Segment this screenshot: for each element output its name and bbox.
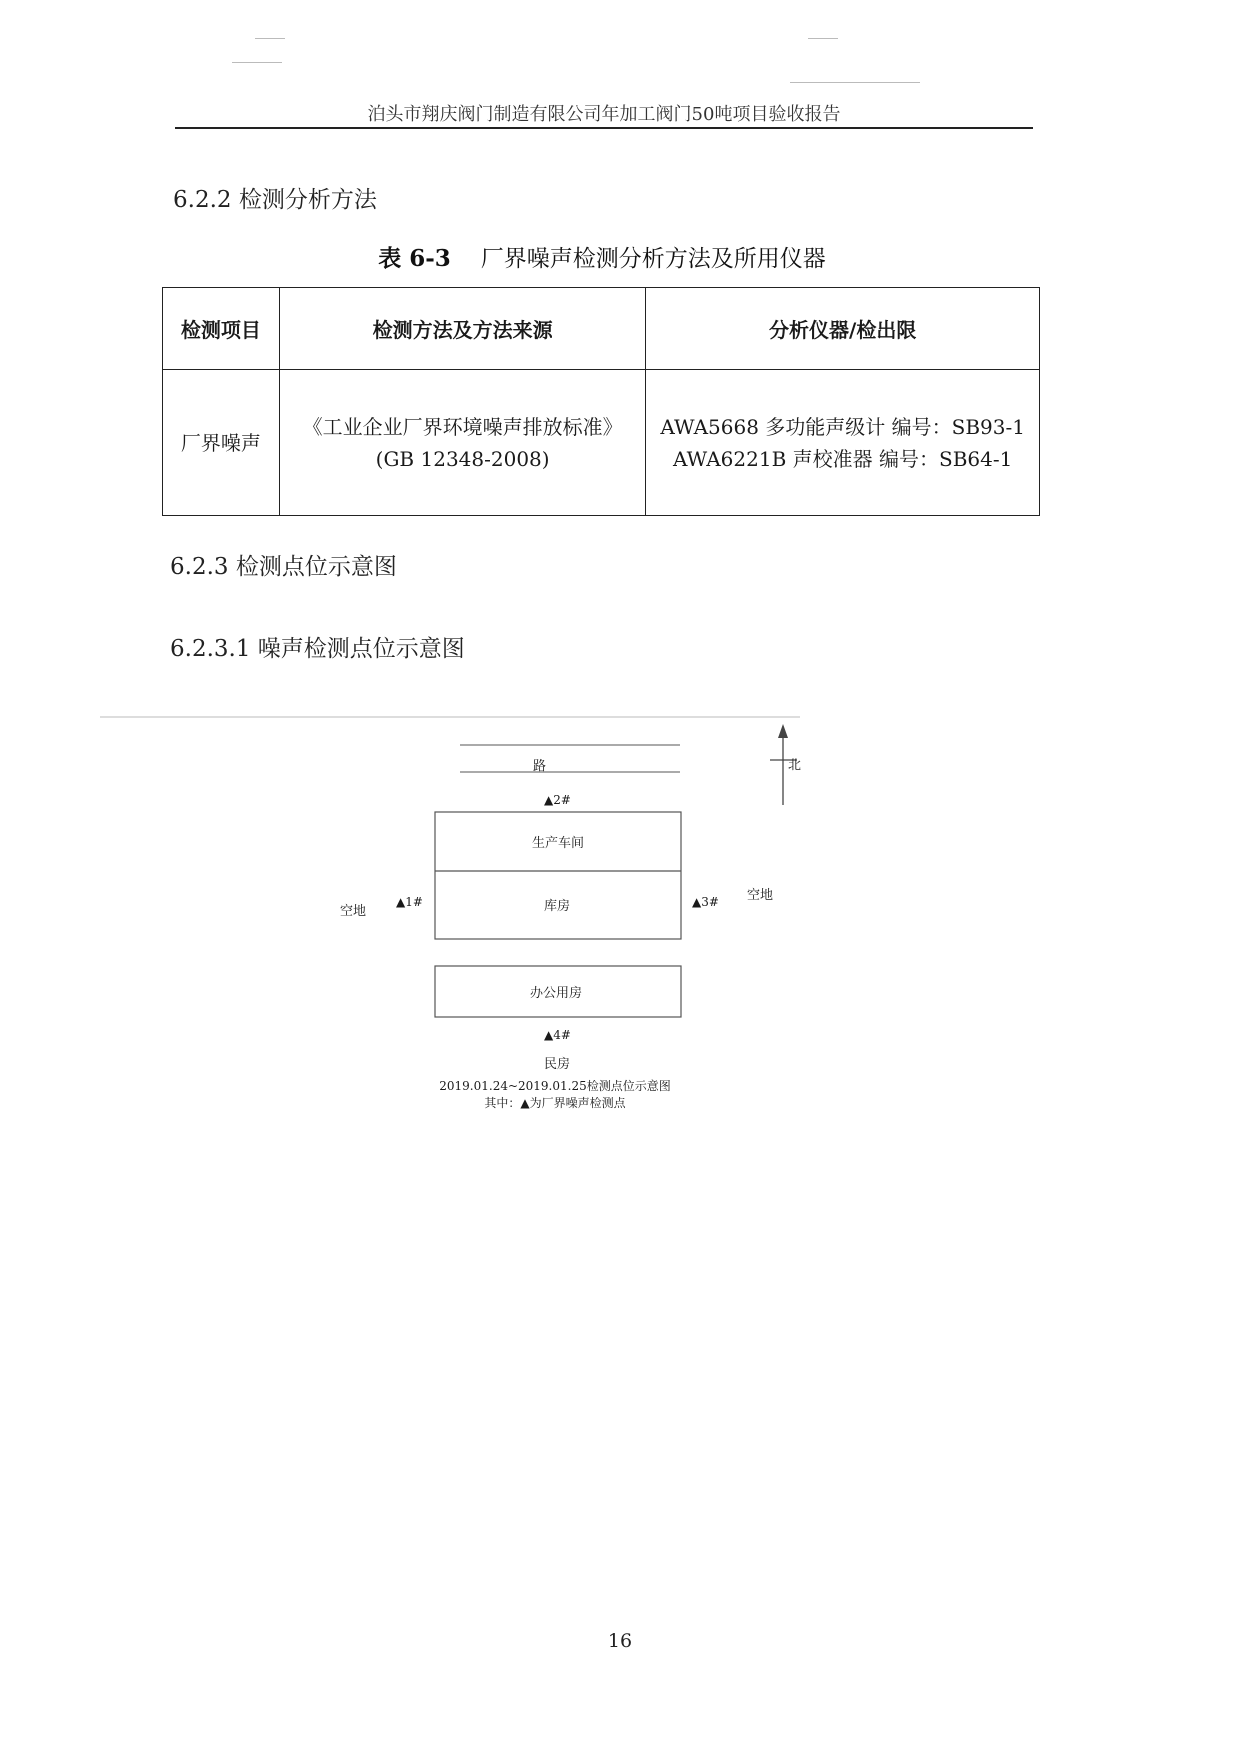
table-number: 表 6-3	[378, 245, 451, 272]
table-header-cell: 检测项目	[163, 288, 280, 370]
table-title: 厂界噪声检测分析方法及所用仪器	[480, 246, 826, 272]
scan-mark	[808, 38, 838, 39]
residential-label: 民房	[544, 1057, 571, 1072]
office-label: 办公用房	[530, 986, 583, 1001]
workshop-label: 生产车间	[532, 836, 585, 851]
instrument-line: AWA6221B 声校准器 编号：SB64-1	[673, 446, 1013, 471]
table-caption	[162, 240, 1042, 273]
point-1-marker: ▲1#	[396, 895, 423, 909]
warehouse-label: 库房	[544, 899, 571, 914]
method-line: (GB 12348-2008)	[375, 446, 550, 471]
road-label: 路	[533, 759, 547, 774]
north-arrow-icon	[778, 724, 788, 738]
north-label: 北	[788, 758, 802, 773]
section-heading-6-2-3: 6.2.3 检测点位示意图	[170, 554, 397, 580]
section-heading-6-2-3-1: 6.2.3.1 噪声检测点位示意图	[170, 636, 465, 662]
table-header-cell: 检测方法及方法来源	[279, 288, 646, 370]
vacant-land-east-label: 空地	[747, 888, 774, 903]
point-4-marker: ▲4#	[544, 1028, 571, 1042]
method-line: 《工业企业厂界环境噪声排放标准》	[302, 414, 623, 439]
page-number: 16	[607, 1630, 633, 1652]
method-table	[162, 287, 1040, 516]
section-heading-6-2-2: 6.2.2 检测分析方法	[173, 187, 377, 213]
table-cell-item: 厂界噪声	[163, 370, 280, 516]
diagram-legend: 其中：▲为厂界噪声检测点	[484, 1096, 626, 1110]
scan-mark	[232, 62, 282, 63]
table-cell-instrument	[646, 370, 1040, 516]
table-row	[163, 370, 1040, 516]
header-rule	[175, 127, 1033, 129]
running-header: 泊头市翔庆阀门制造有限公司年加工阀门50吨项目验收报告	[367, 104, 841, 125]
point-3-marker: ▲3#	[692, 895, 719, 909]
scan-mark	[255, 38, 285, 39]
table-header-cell: 分析仪器/检出限	[646, 288, 1040, 370]
table-cell-method	[279, 370, 646, 516]
point-2-marker: ▲2#	[544, 793, 571, 807]
diagram-caption: 2019.01.24~2019.01.25检测点位示意图	[439, 1079, 671, 1093]
vacant-land-west-label: 空地	[340, 904, 367, 919]
table-header-row	[163, 288, 1040, 370]
instrument-line: AWA5668 多功能声级计 编号：SB93-1	[660, 414, 1025, 439]
scan-mark	[790, 82, 920, 83]
